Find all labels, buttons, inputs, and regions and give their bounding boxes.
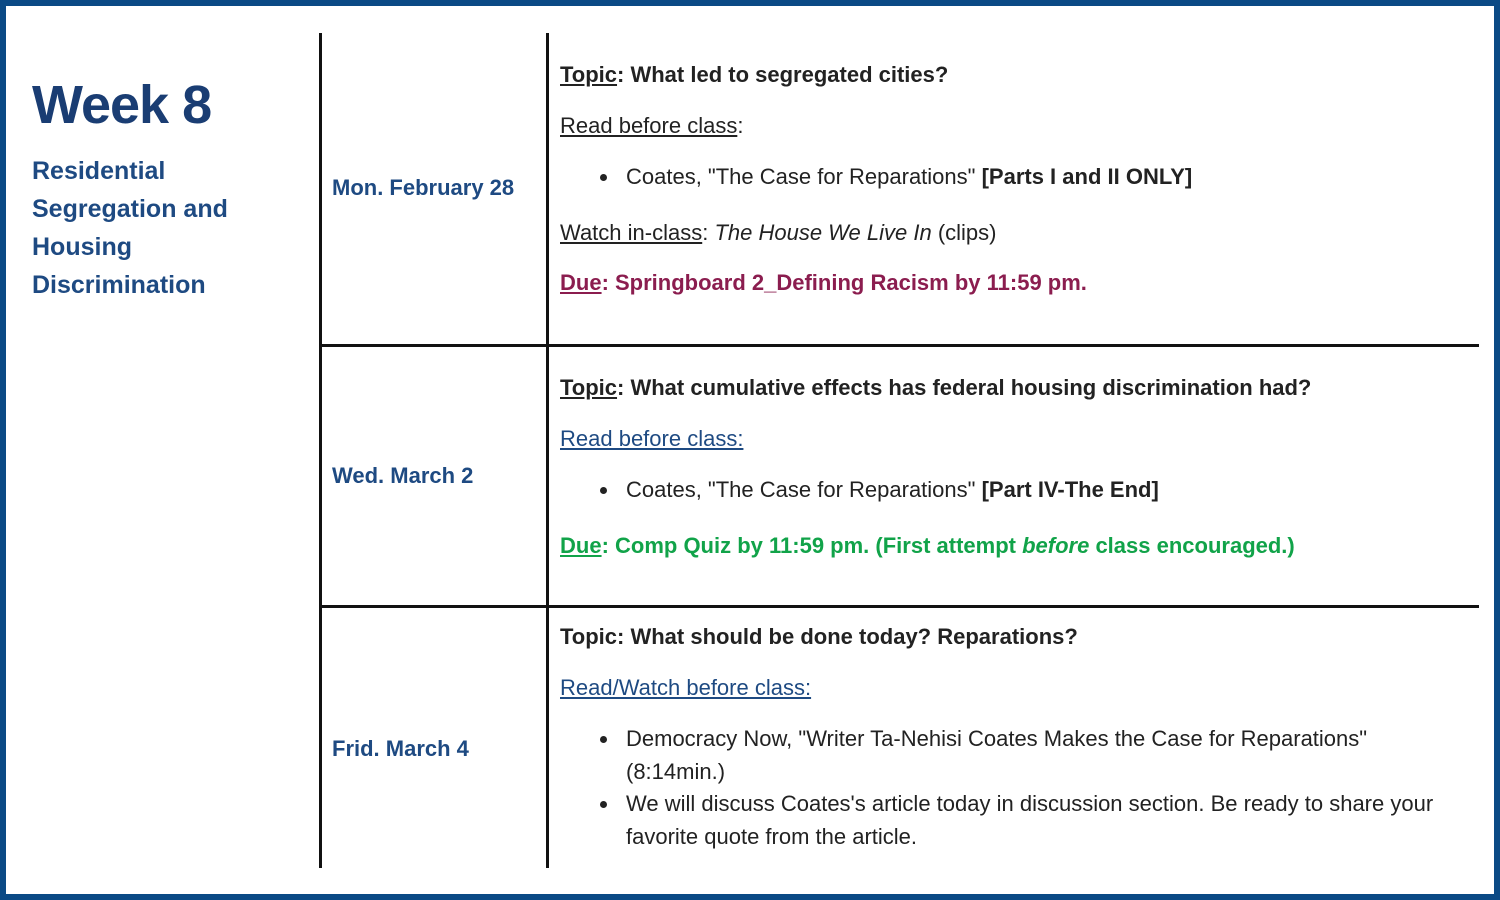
due-text: class encouraged.) [1089,533,1295,558]
row-divider [319,344,1479,347]
due-label: Due [560,270,602,295]
read-line [560,113,743,139]
read-label: Read before class [560,113,738,138]
week-subtitle-line: Housing [32,233,132,261]
week-heading-block [32,72,302,304]
table-divider-middle [546,33,549,868]
row-date: Mon. February 28 [332,175,515,200]
week-subtitle-line: Discrimination [32,271,206,299]
topic-line [560,62,948,88]
due-line [560,533,1295,559]
topic-text: : What led to segregated cities? [617,62,949,87]
bullet-item [626,722,1367,788]
read-label[interactable]: Read before class: [560,426,744,451]
read-watch-label[interactable]: Read/Watch before class: [560,675,812,700]
table-divider-left [319,33,322,868]
week-subtitle [32,152,302,304]
due-text: : Comp Quiz by 11:59 pm. (First attempt [601,533,1023,558]
watch-suffix: (clips) [931,220,997,245]
bullet-item [626,473,1159,506]
bullet-text: Coates, "The Case for Reparations" [626,164,982,189]
due-text: : Springboard 2_Defining Racism by 11:59 pm. [601,270,1087,295]
bullet-item [626,787,1433,853]
row-content [560,62,1470,332]
week-subtitle-line: Residential [32,157,166,185]
due-italic-text: before [1022,533,1090,558]
bullet-dot [600,736,607,743]
watch-label: Watch in-class [560,220,703,245]
watch-title: The House We Live In [714,220,932,245]
bullet-dot [600,174,607,181]
week-title: Week 8 [32,75,212,135]
bullet-item [626,160,1192,193]
due-line [560,270,1087,296]
row-date: Frid. March 4 [332,736,469,761]
week-subtitle-line: Segregation and [32,195,228,223]
topic-label: Topic [560,62,618,87]
bullet-text: Coates, "The Case for Reparations" [626,477,982,502]
bullet-bold-text: [Part IV-The End] [981,477,1159,502]
bullet-text: Democracy Now, "Writer Ta-Nehisi Coates Makes the Case for Reparations" [626,726,1368,751]
row-content [560,624,1470,864]
watch-line [560,220,997,246]
topic-text: : What cumulative effects has federal housing discrimination had? [617,375,1312,400]
bullet-dot [600,801,607,808]
bullet-bold-text: [Parts I and II ONLY] [981,164,1193,189]
bullet-dot [600,487,607,494]
topic-label: Topic [560,375,618,400]
row-date: Wed. March 2 [332,463,474,488]
bullet-text: We will discuss Coates's article today in discussion section. Be ready to share your [626,791,1434,816]
topic-line: Topic: What should be done today? Reparations? [560,624,1078,649]
read-colon: : [737,113,744,138]
bullet-text: favorite quote from the article. [626,824,918,849]
row-divider [319,605,1479,608]
due-label: Due [560,533,602,558]
watch-colon: : [702,220,715,245]
row-content [560,375,1470,595]
topic-line [560,375,1311,401]
bullet-text: (8:14min.) [626,759,726,784]
